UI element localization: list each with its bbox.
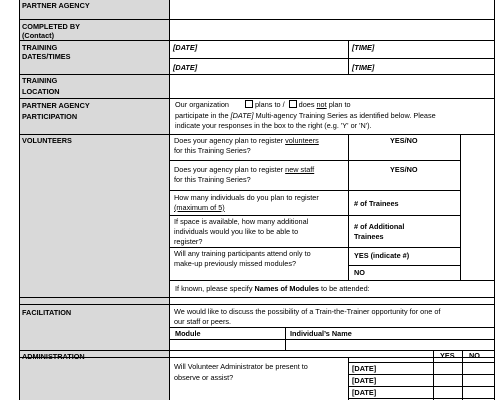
num-additional-label-1: # of Additional	[354, 222, 405, 231]
facilitation-module-field[interactable]	[171, 340, 284, 349]
volunteers-answer-2[interactable]	[461, 161, 493, 189]
label-participation-1: PARTNER AGENCY	[22, 101, 90, 110]
label-training-dates-1: TRAINING	[22, 43, 58, 52]
label-training-location-2: LOCATION	[22, 87, 60, 96]
no-label: NO	[354, 268, 365, 277]
admin-yes-cell[interactable]	[434, 363, 461, 398]
admin-date-1[interactable]: [DATE]	[352, 364, 377, 373]
admin-question-1: Will Volunteer Administrator be present to	[174, 362, 308, 371]
date-field-1[interactable]: [DATE]	[173, 43, 198, 52]
admin-date-3[interactable]: [DATE]	[352, 388, 377, 397]
facilitation-name-field[interactable]	[286, 340, 493, 349]
question-additional-2: individuals would you like to be able to	[174, 227, 299, 236]
question-register-new-staff: Does your agency plan to register new staff	[174, 165, 315, 174]
question-additional-1: If space is available, how many additional	[174, 217, 309, 226]
admin-question-2: observe or assist?	[174, 373, 234, 382]
facilitation-line-1: We would like to discuss the possibility of a Train-the-Trainer opportunity for one of	[174, 307, 441, 316]
date-field-2[interactable]: [DATE]	[173, 63, 198, 72]
facilitation-line-2: our staff or peers.	[174, 317, 232, 326]
label-training-dates-2: DATES/TIMES	[22, 52, 71, 61]
time-field-1[interactable]: [TIME]	[352, 43, 375, 52]
label-administration: ADMINISTRATION	[22, 352, 85, 361]
num-additional-label-2: Trainees	[354, 232, 384, 241]
question-register-volunteers-2: for this Training Series?	[174, 146, 251, 155]
facilitation-col-name: Individual’s Name	[290, 329, 352, 338]
does-not-plan-checkbox[interactable]	[289, 100, 297, 108]
training-location-field[interactable]	[171, 76, 493, 97]
yes-indicate-label: YES (indicate #)	[354, 251, 410, 260]
partner-agency-field[interactable]	[171, 1, 493, 18]
question-how-many-max: (maximum of 5)	[174, 203, 225, 212]
participation-line-3: indicate your responses in the box to the right (e.g. 'Y' or 'N').	[175, 121, 372, 130]
yes-no-header-1: YES/NO	[390, 136, 418, 145]
question-makeup-2: make-up previously missed modules?	[174, 259, 297, 268]
label-contact: (Contact)	[22, 31, 55, 40]
admin-date-2[interactable]: [DATE]	[352, 376, 377, 385]
plans-to-checkbox[interactable]	[245, 100, 253, 108]
question-how-many: How many individuals do you plan to register	[174, 193, 319, 202]
question-register-volunteers: Does your agency plan to register volunteers	[174, 136, 319, 145]
completed-by-field[interactable]	[171, 21, 493, 39]
admin-no-cell[interactable]	[463, 363, 493, 398]
admin-yes-header: YES	[440, 351, 455, 360]
makeup-answer[interactable]	[461, 248, 493, 279]
participation-line-1: Our organization plans to / does not plan to	[175, 100, 351, 109]
modules-prompt: If known, please specify Names of Modules to be attended:	[175, 284, 370, 293]
label-partner-agency: PARTNER AGENCY	[22, 1, 90, 10]
participation-line-2: participate in the [DATE] Multi-agency Training Series as identified below. Please	[175, 111, 436, 120]
volunteers-answer-1[interactable]	[461, 135, 493, 159]
time-field-2[interactable]: [TIME]	[352, 63, 375, 72]
yes-no-header-2: YES/NO	[390, 165, 418, 174]
admin-no-header: NO	[469, 351, 480, 360]
label-participation-2: PARTICIPATION	[22, 112, 78, 121]
facilitation-col-module: Module	[175, 329, 201, 338]
trainees-answer[interactable]	[461, 191, 493, 214]
label-training-location-1: TRAINING	[22, 76, 58, 85]
additional-answer[interactable]	[461, 216, 493, 246]
label-facilitation: FACILITATION	[22, 308, 72, 317]
question-additional-3: register?	[174, 237, 203, 246]
question-makeup-1: Will any training participants attend only to	[174, 249, 311, 258]
label-volunteers: VOLUNTEERS	[22, 136, 72, 145]
label-completed-by: COMPLETED BY	[22, 22, 80, 31]
num-trainees-label: # of Trainees	[354, 199, 399, 208]
question-register-new-staff-2: for this Training Series?	[174, 175, 251, 184]
